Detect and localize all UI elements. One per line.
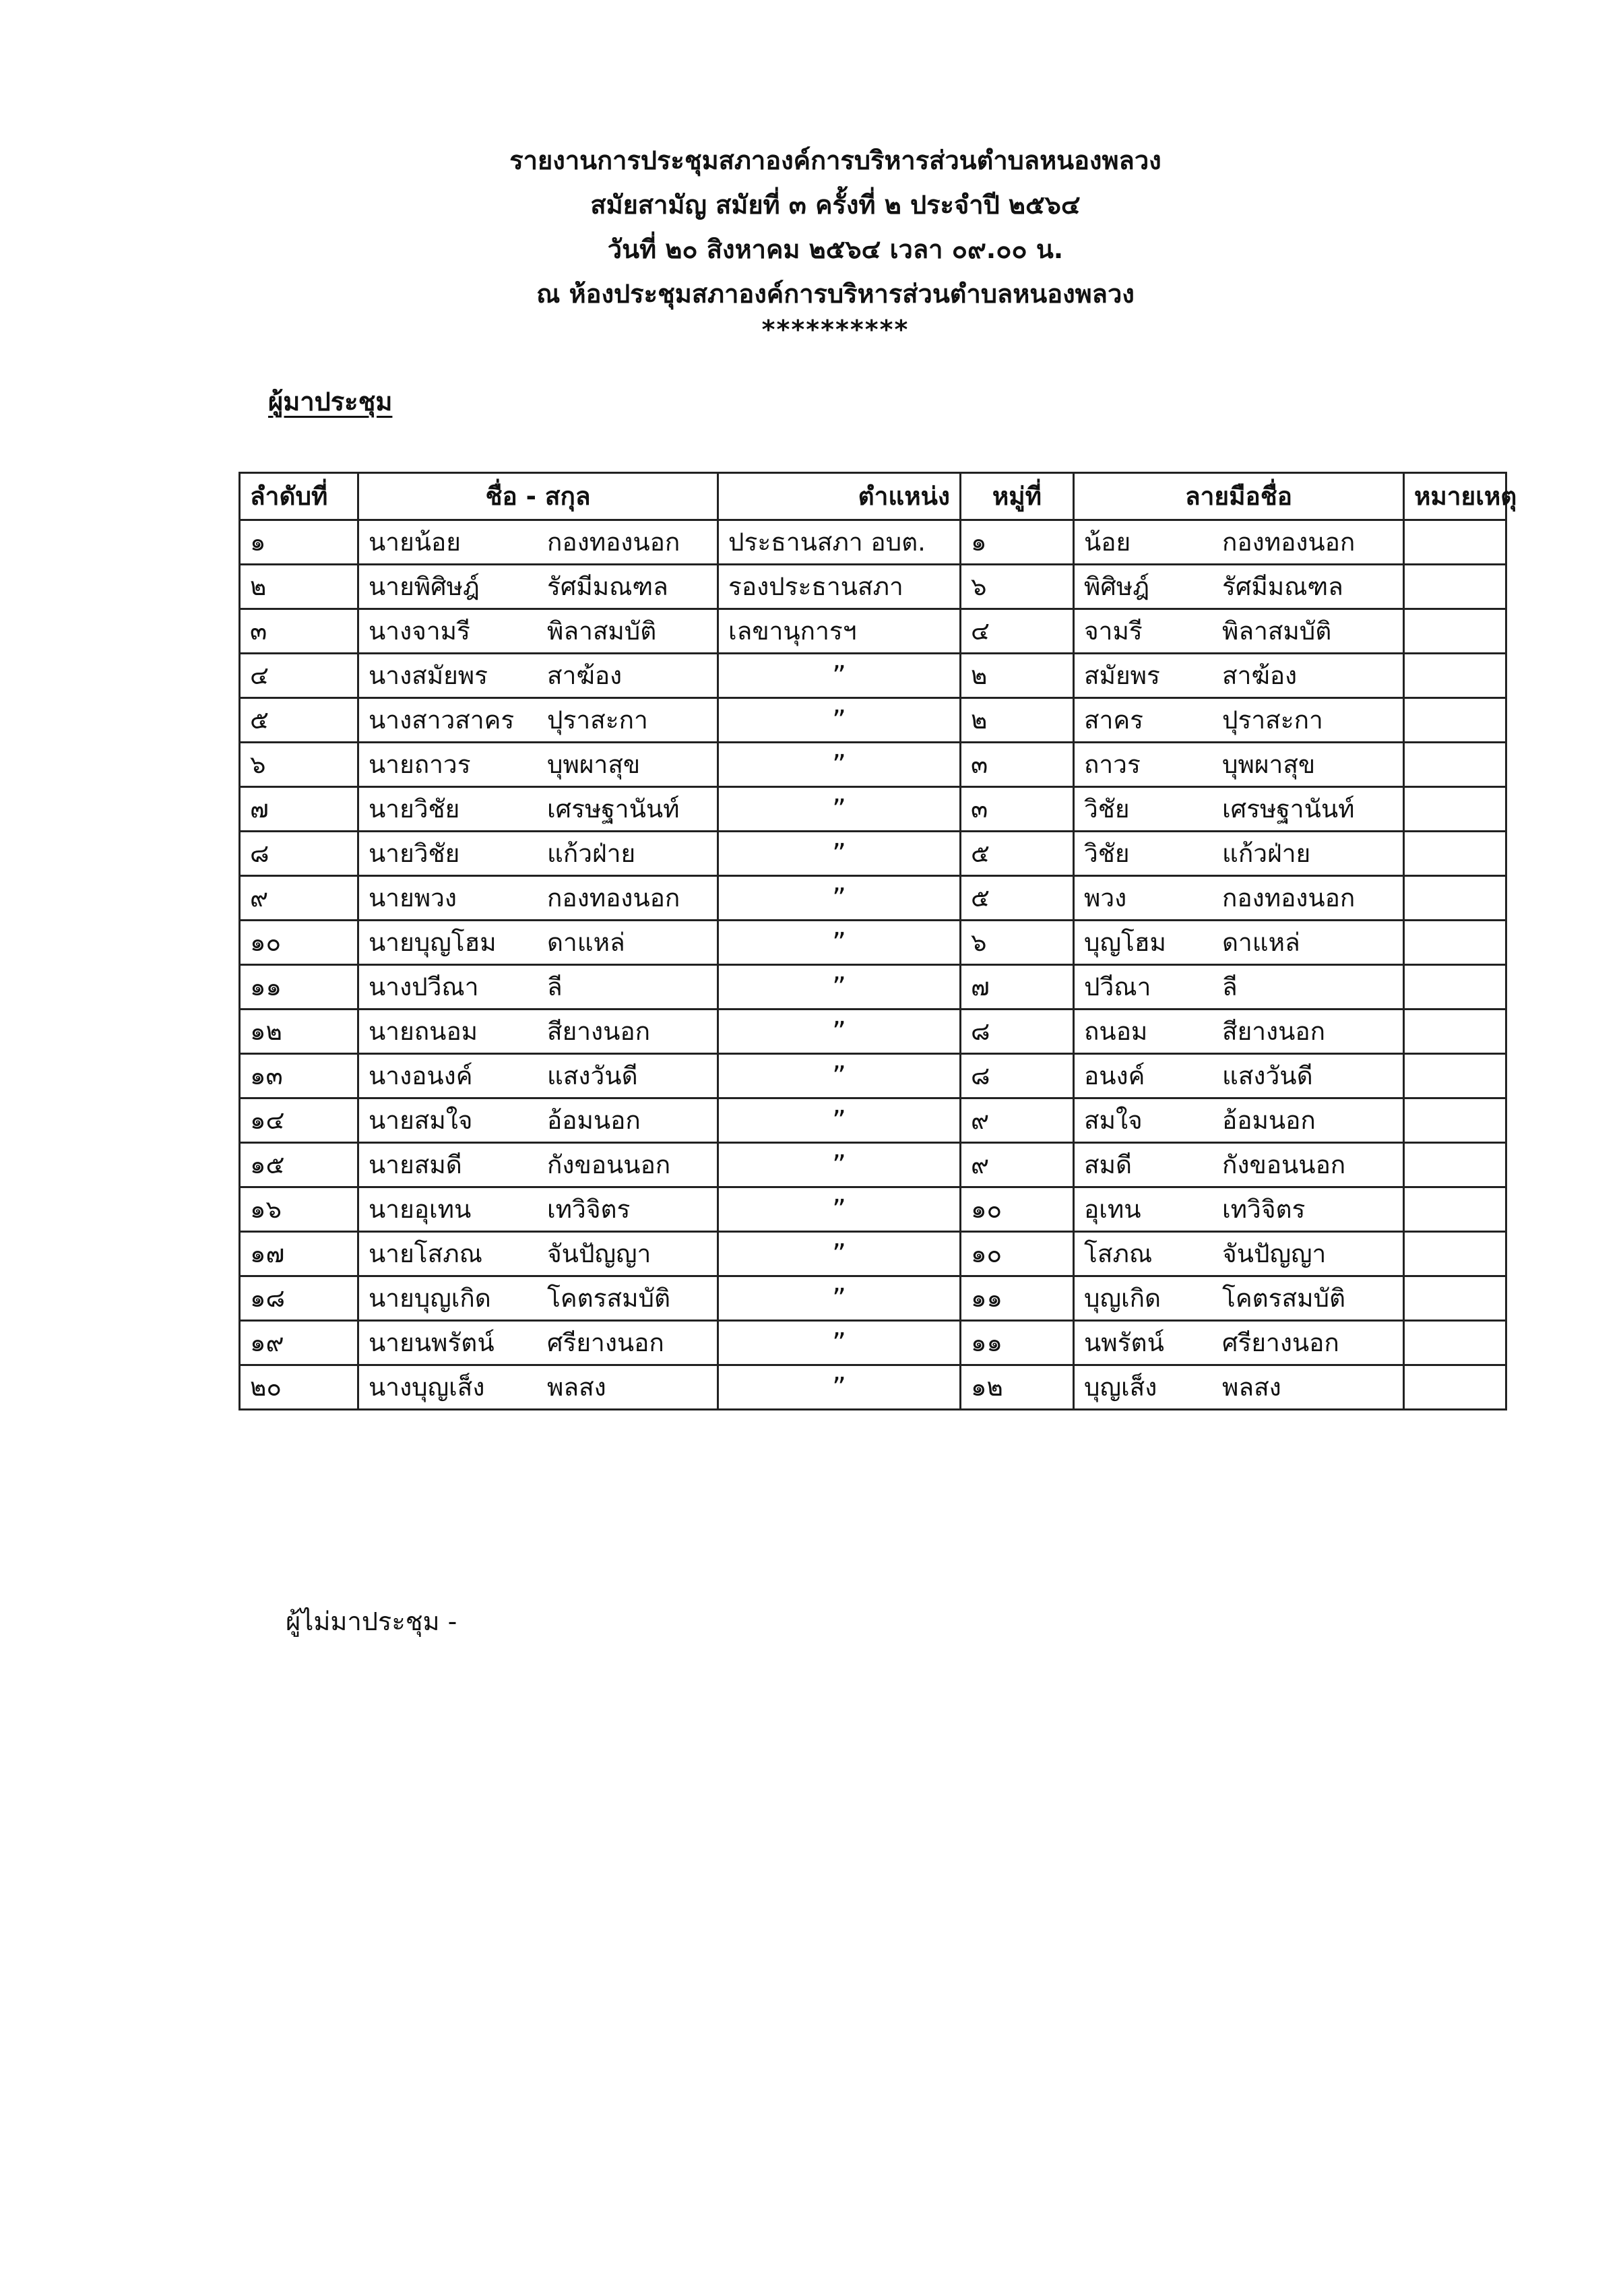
table-row xyxy=(240,965,1506,1010)
member-name xyxy=(358,1321,718,1365)
member-position: ” xyxy=(718,1321,961,1365)
first-name: นางอนงค์ xyxy=(369,1061,473,1090)
member-position: ” xyxy=(718,965,961,1010)
signature-cell xyxy=(1074,654,1404,698)
village-number: ๒ xyxy=(961,698,1074,743)
table-row xyxy=(240,654,1506,698)
signature-surname: รัศมีมณฑล xyxy=(1222,572,1343,601)
signature-cell xyxy=(1074,787,1404,832)
member-position: ประธานสภา อบต. xyxy=(718,520,961,565)
village-number: ๕ xyxy=(961,832,1074,876)
village-number: ๑๒ xyxy=(961,1365,1074,1410)
member-name xyxy=(358,520,718,565)
row-number: ๔ xyxy=(240,654,358,698)
first-name: นายบุญโฮม xyxy=(369,928,497,957)
signature-cell xyxy=(1074,1187,1404,1232)
signature-surname: โคตรสมบัติ xyxy=(1222,1284,1346,1313)
member-name xyxy=(358,832,718,876)
attendance-rows xyxy=(240,520,1506,1410)
signature-first-name: อุเทน xyxy=(1084,1195,1141,1224)
signature-first-name: สมใจ xyxy=(1084,1106,1143,1135)
signature-cell xyxy=(1074,965,1404,1010)
header-moo: หมู่ที่ xyxy=(961,473,1074,520)
surname: เทวิจิตร xyxy=(547,1195,631,1224)
row-number: ๑๐ xyxy=(240,921,358,965)
member-name xyxy=(358,1232,718,1276)
surname: สาฆ้อง xyxy=(547,661,623,690)
remark-cell xyxy=(1404,921,1506,965)
surname: กังขอนนอก xyxy=(547,1150,671,1179)
remark-cell xyxy=(1404,698,1506,743)
signature-surname: เศรษฐานันท์ xyxy=(1222,795,1355,824)
surname: แสงวันดี xyxy=(547,1061,638,1090)
member-name xyxy=(358,787,718,832)
village-number: ๖ xyxy=(961,565,1074,609)
header-no: ลำดับที่ xyxy=(240,473,358,520)
signature-surname: เทวิจิตร xyxy=(1222,1195,1306,1224)
member-position: ” xyxy=(718,1098,961,1143)
document-header xyxy=(269,138,1401,343)
surname: เศรษฐานันท์ xyxy=(547,795,680,824)
date-time-line: วันที่ ๒๐ สิงหาคม ๒๕๖๔ เวลา ๐๙.๐๐ น. xyxy=(607,235,1064,264)
member-name xyxy=(358,1143,718,1187)
attendance-table xyxy=(238,472,1517,1410)
signature-cell xyxy=(1074,1098,1404,1143)
surname: รัศมีมณฑล xyxy=(547,572,668,601)
table-header-row xyxy=(240,473,1506,520)
first-name: นางปวีณา xyxy=(369,972,479,1001)
member-name xyxy=(358,743,718,787)
signature-cell xyxy=(1074,832,1404,876)
signature-first-name: ถนอม xyxy=(1084,1017,1148,1046)
signature-first-name: บุญเกิด xyxy=(1084,1284,1161,1313)
signature-cell xyxy=(1074,1365,1404,1410)
member-name xyxy=(358,1054,718,1098)
row-number: ๒๐ xyxy=(240,1365,358,1410)
surname: พิลาสมบัติ xyxy=(547,617,657,646)
header-remark: หมายเหตุ xyxy=(1404,473,1506,520)
surname: สียางนอก xyxy=(547,1017,651,1046)
header-signature: ลายมือชื่อ xyxy=(1074,473,1404,520)
village-number: ๑๑ xyxy=(961,1321,1074,1365)
first-name: นางสมัยพร xyxy=(369,661,488,690)
signature-first-name: ถาวร xyxy=(1084,750,1141,779)
member-position: ” xyxy=(718,654,961,698)
first-name: นายพวง xyxy=(369,883,457,912)
surname: จันปัญญา xyxy=(547,1239,651,1268)
row-number: ๑๙ xyxy=(240,1321,358,1365)
first-name: นายโสภณ xyxy=(369,1239,482,1268)
row-number: ๑๓ xyxy=(240,1054,358,1098)
table-row xyxy=(240,1276,1506,1321)
remark-cell xyxy=(1404,1054,1506,1098)
signature-surname: จันปัญญา xyxy=(1222,1239,1327,1268)
signature-first-name: สมดี xyxy=(1084,1150,1133,1179)
surname: พลสง xyxy=(547,1373,606,1402)
remark-cell xyxy=(1404,832,1506,876)
table-row xyxy=(240,565,1506,609)
row-number: ๒ xyxy=(240,565,358,609)
row-number: ๑๖ xyxy=(240,1187,358,1232)
signature-first-name: พวง xyxy=(1084,883,1127,912)
first-name: นายอุเทน xyxy=(369,1195,472,1224)
signature-surname: อ้อมนอก xyxy=(1222,1106,1316,1135)
village-number: ๑ xyxy=(961,520,1074,565)
row-number: ๑ xyxy=(240,520,358,565)
member-position: ” xyxy=(718,1187,961,1232)
attendees-heading: ผู้มาประชุม xyxy=(268,387,393,416)
member-position: ” xyxy=(718,1365,961,1410)
surname: อ้อมนอก xyxy=(547,1106,641,1135)
table-row xyxy=(240,832,1506,876)
member-name xyxy=(358,654,718,698)
row-number: ๓ xyxy=(240,609,358,654)
signature-surname: ปุราสะกา xyxy=(1222,706,1323,735)
first-name: นางสาวสาคร xyxy=(369,706,515,735)
signature-surname: กองทองนอก xyxy=(1222,528,1356,557)
first-name: นายสมใจ xyxy=(369,1106,473,1135)
table-row xyxy=(240,1365,1506,1410)
remark-cell xyxy=(1404,1365,1506,1410)
village-number: ๑๐ xyxy=(961,1187,1074,1232)
signature-cell xyxy=(1074,1232,1404,1276)
member-name xyxy=(358,921,718,965)
row-number: ๖ xyxy=(240,743,358,787)
table-row xyxy=(240,1010,1506,1054)
surname: กองทองนอก xyxy=(547,883,680,912)
first-name: นายบุญเกิด xyxy=(369,1284,491,1313)
signature-surname: ลี xyxy=(1222,972,1238,1001)
member-position: รองประธานสภา xyxy=(718,565,961,609)
table-row xyxy=(240,743,1506,787)
member-position: ” xyxy=(718,832,961,876)
signature-cell xyxy=(1074,1321,1404,1365)
signature-surname: พิลาสมบัติ xyxy=(1222,617,1332,646)
village-number: ๖ xyxy=(961,921,1074,965)
surname: ดาแหล่ xyxy=(547,928,625,957)
signature-first-name: สาคร xyxy=(1084,706,1143,735)
remark-cell xyxy=(1404,1143,1506,1187)
header-name: ชื่อ - สกุล xyxy=(358,473,718,520)
table-row xyxy=(240,1321,1506,1365)
signature-cell xyxy=(1074,609,1404,654)
member-name xyxy=(358,1098,718,1143)
row-number: ๑๘ xyxy=(240,1276,358,1321)
table-row xyxy=(240,787,1506,832)
row-number: ๗ xyxy=(240,787,358,832)
village-number: ๘ xyxy=(961,1010,1074,1054)
member-position: ” xyxy=(718,1276,961,1321)
member-position: ” xyxy=(718,1054,961,1098)
first-name: นายวิชัย xyxy=(369,839,460,868)
surname: บุพผาสุข xyxy=(547,750,641,779)
member-position: ” xyxy=(718,698,961,743)
signature-first-name: โสภณ xyxy=(1084,1239,1153,1268)
signature-first-name: จามรี xyxy=(1084,617,1143,646)
member-name xyxy=(358,1187,718,1232)
signature-cell xyxy=(1074,698,1404,743)
separator-stars: ********** xyxy=(761,315,910,344)
village-number: ๓ xyxy=(961,743,1074,787)
signature-first-name: ปวีณา xyxy=(1084,972,1151,1001)
signature-cell xyxy=(1074,921,1404,965)
signature-cell xyxy=(1074,876,1404,921)
village-number: ๔ xyxy=(961,609,1074,654)
signature-cell xyxy=(1074,520,1404,565)
remark-cell xyxy=(1404,520,1506,565)
signature-surname: สียางนอก xyxy=(1222,1017,1326,1046)
signature-first-name: น้อย xyxy=(1084,528,1131,557)
member-name xyxy=(358,1276,718,1321)
remark-cell xyxy=(1404,609,1506,654)
remark-cell xyxy=(1404,1232,1506,1276)
member-position: ” xyxy=(718,1010,961,1054)
village-number: ๑๐ xyxy=(961,1232,1074,1276)
table-row xyxy=(240,1098,1506,1143)
village-number: ๓ xyxy=(961,787,1074,832)
remark-cell xyxy=(1404,965,1506,1010)
remark-cell xyxy=(1404,565,1506,609)
row-number: ๕ xyxy=(240,698,358,743)
table-row xyxy=(240,1054,1506,1098)
village-number: ๙ xyxy=(961,1143,1074,1187)
signature-surname: บุพผาสุข xyxy=(1222,750,1316,779)
first-name: นายพิศิษฎ์ xyxy=(369,572,480,601)
member-position: เลขานุการฯ xyxy=(718,609,961,654)
remark-cell xyxy=(1404,787,1506,832)
header-position: ตำแหน่ง xyxy=(718,473,961,520)
signature-surname: กองทองนอก xyxy=(1222,883,1356,912)
table-row xyxy=(240,1187,1506,1232)
signature-cell xyxy=(1074,1054,1404,1098)
signature-cell xyxy=(1074,743,1404,787)
signature-surname: กังขอนนอก xyxy=(1222,1150,1346,1179)
village-number: ๒ xyxy=(961,654,1074,698)
first-name: นายถาวร xyxy=(369,750,471,779)
village-number: ๗ xyxy=(961,965,1074,1010)
member-position: ” xyxy=(718,1232,961,1276)
table-row xyxy=(240,876,1506,921)
remark-cell xyxy=(1404,1010,1506,1054)
signature-first-name: สมัยพร xyxy=(1084,661,1160,690)
member-position: ” xyxy=(718,743,961,787)
signature-cell xyxy=(1074,1010,1404,1054)
signature-cell xyxy=(1074,1143,1404,1187)
village-number: ๕ xyxy=(961,876,1074,921)
signature-surname: สาฆ้อง xyxy=(1222,661,1298,690)
surname: ศรียางนอก xyxy=(547,1328,664,1357)
member-name xyxy=(358,965,718,1010)
row-number: ๑๔ xyxy=(240,1098,358,1143)
remark-cell xyxy=(1404,1187,1506,1232)
table-row xyxy=(240,1232,1506,1276)
signature-surname: ดาแหล่ xyxy=(1222,928,1300,957)
signature-cell xyxy=(1074,565,1404,609)
first-name: นายวิชัย xyxy=(369,795,460,824)
signature-first-name: อนงค์ xyxy=(1084,1061,1145,1090)
member-name xyxy=(358,609,718,654)
member-position: ” xyxy=(718,921,961,965)
signature-surname: พลสง xyxy=(1222,1373,1281,1402)
first-name: นางจามรี xyxy=(369,617,470,646)
remark-cell xyxy=(1404,654,1506,698)
table-row xyxy=(240,609,1506,654)
table-row xyxy=(240,921,1506,965)
surname: แก้วฝ่าย xyxy=(547,839,636,868)
first-name: นางบุญเส็ง xyxy=(369,1373,485,1402)
signature-surname: ศรียางนอก xyxy=(1222,1328,1339,1357)
row-number: ๑๒ xyxy=(240,1010,358,1054)
surname: ลี xyxy=(547,972,563,1001)
venue-line: ณ ห้องประชุมสภาองค์การบริหารส่วนตำบลหนองพลวง xyxy=(536,279,1135,309)
member-position: ” xyxy=(718,876,961,921)
signature-surname: แก้วฝ่าย xyxy=(1222,839,1311,868)
signature-first-name: วิชัย xyxy=(1084,795,1130,824)
member-position: ” xyxy=(718,787,961,832)
signature-cell xyxy=(1074,1276,1404,1321)
remark-cell xyxy=(1404,876,1506,921)
absent-label: ผู้ไม่มาประชุม - xyxy=(286,1607,457,1636)
village-number: ๙ xyxy=(961,1098,1074,1143)
signature-first-name: วิชัย xyxy=(1084,839,1130,868)
row-number: ๘ xyxy=(240,832,358,876)
member-position: ” xyxy=(718,1143,961,1187)
signature-first-name: นพรัตน์ xyxy=(1084,1328,1164,1357)
row-number: ๑๗ xyxy=(240,1232,358,1276)
first-name: นายถนอม xyxy=(369,1017,478,1046)
surname: โคตรสมบัติ xyxy=(547,1284,671,1313)
remark-cell xyxy=(1404,1276,1506,1321)
remark-cell xyxy=(1404,743,1506,787)
signature-first-name: พิศิษฎ์ xyxy=(1084,572,1150,601)
row-number: ๑๕ xyxy=(240,1143,358,1187)
signature-first-name: บุญเส็ง xyxy=(1084,1373,1157,1402)
remark-cell xyxy=(1404,1098,1506,1143)
member-name xyxy=(358,565,718,609)
table-row xyxy=(240,698,1506,743)
signature-first-name: บุญโฮม xyxy=(1084,928,1166,957)
row-number: ๙ xyxy=(240,876,358,921)
surname: กองทองนอก xyxy=(547,528,680,557)
first-name: นายนพรัตน์ xyxy=(369,1328,495,1357)
table-row xyxy=(240,520,1506,565)
surname: ปุราสะกา xyxy=(547,706,648,735)
first-name: นายสมดี xyxy=(369,1150,462,1179)
village-number: ๘ xyxy=(961,1054,1074,1098)
session-line: สมัยสามัญ สมัยที่ ๓ ครั้งที่ ๒ ประจำปี ๒๕๖๔ xyxy=(590,190,1081,220)
remark-cell xyxy=(1404,1321,1506,1365)
row-number: ๑๑ xyxy=(240,965,358,1010)
table-row xyxy=(240,1143,1506,1187)
signature-surname: แสงวันดี xyxy=(1222,1061,1313,1090)
member-name xyxy=(358,1010,718,1054)
first-name: นายน้อย xyxy=(369,528,461,557)
member-name xyxy=(358,876,718,921)
village-number: ๑๑ xyxy=(961,1276,1074,1321)
report-title: รายงานการประชุมสภาองค์การบริหารส่วนตำบลหนองพลวง xyxy=(509,146,1161,175)
member-name xyxy=(358,1365,718,1410)
member-name xyxy=(358,698,718,743)
